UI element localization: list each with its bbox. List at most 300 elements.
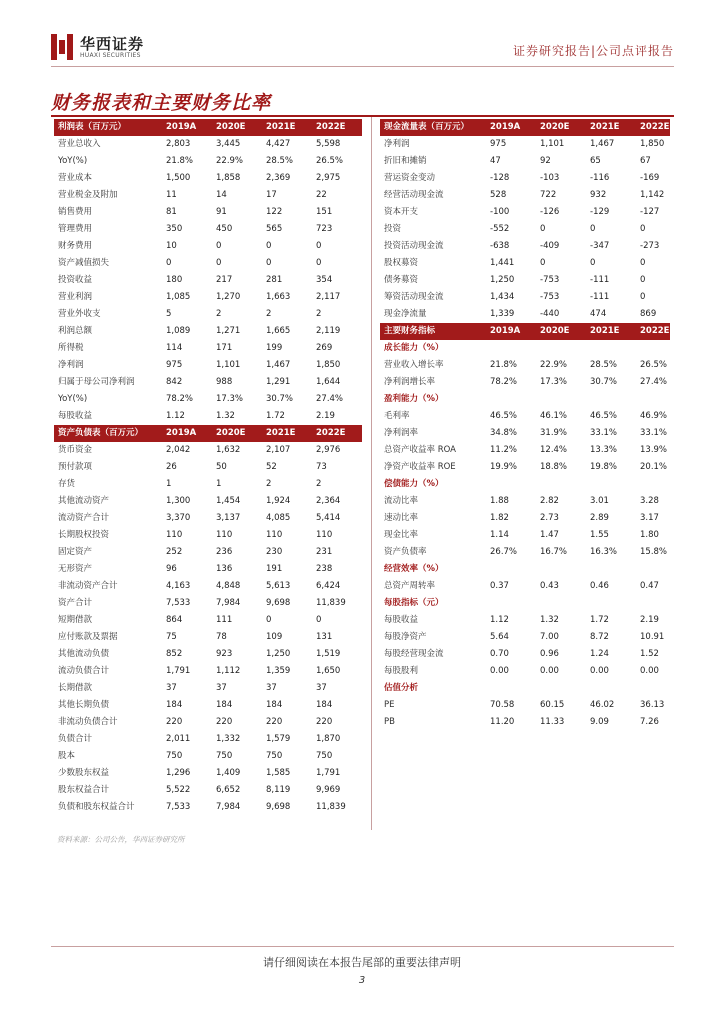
- cell-value: 2,364: [316, 496, 341, 506]
- cell-value: 3,370: [166, 513, 191, 523]
- row-label: 资产合计: [58, 598, 93, 608]
- cell-value: 11,839: [316, 802, 346, 812]
- income-row: [54, 357, 362, 374]
- cell-value: 16.7%: [540, 547, 568, 557]
- cell-value: 2: [316, 479, 322, 489]
- cell-value: 110: [216, 530, 233, 540]
- row-label: 资本开支: [384, 207, 419, 217]
- cell-value: 28.5%: [590, 360, 618, 370]
- cell-value: 1.55: [590, 530, 609, 540]
- cell-value: 722: [540, 190, 557, 200]
- huaxi-logo-icon: [51, 34, 73, 60]
- cell-value: 0: [540, 258, 546, 268]
- cell-value: 1,579: [266, 734, 291, 744]
- row-label: 筹资活动现金流: [384, 292, 444, 302]
- cell-value: 7,533: [166, 802, 191, 812]
- column-header: 2019A: [166, 428, 197, 438]
- cell-value: 0: [590, 258, 596, 268]
- cell-value: 975: [166, 360, 183, 370]
- cell-value: 0: [266, 241, 272, 251]
- row-label: 营业利润: [58, 292, 93, 302]
- cell-value: 7,984: [216, 598, 241, 608]
- cell-value: 0: [640, 275, 646, 285]
- cell-value: 988: [216, 377, 233, 387]
- column-divider: [371, 117, 372, 830]
- cell-value: 1,858: [216, 173, 241, 183]
- column-header: 2022E: [316, 122, 346, 132]
- ratio-row: [380, 578, 670, 595]
- cell-value: 2,803: [166, 139, 191, 149]
- cell-value: 528: [490, 190, 507, 200]
- cell-value: 3.01: [590, 496, 609, 506]
- cell-value: 7,984: [216, 802, 241, 812]
- ratio-row: [380, 629, 670, 646]
- column-header: 2022E: [640, 122, 670, 132]
- row-label: 货币资金: [58, 445, 93, 455]
- cell-value: -552: [490, 224, 510, 234]
- row-label: 现金比率: [384, 530, 419, 540]
- cell-value: 0.00: [590, 666, 609, 676]
- cell-value: 0: [266, 615, 272, 625]
- cashflow-row: [380, 255, 670, 272]
- row-label: 每股收益: [58, 411, 93, 421]
- cell-value: 2.89: [590, 513, 609, 523]
- cashflow-row: [380, 306, 670, 323]
- cell-value: -116: [590, 173, 610, 183]
- cell-value: 1,791: [166, 666, 191, 676]
- cell-value: 2,107: [266, 445, 291, 455]
- cell-value: 52: [266, 462, 277, 472]
- income-row: [54, 238, 362, 255]
- row-label: 负债合计: [58, 734, 93, 744]
- row-label: 短期借款: [58, 615, 93, 625]
- cell-value: 20.1%: [640, 462, 668, 472]
- cell-value: 0: [540, 224, 546, 234]
- cell-value: 4,848: [216, 581, 241, 591]
- row-label: PB: [384, 717, 395, 727]
- cell-value: 1,924: [266, 496, 291, 506]
- income-row: [54, 187, 362, 204]
- ratio-row: [380, 459, 670, 476]
- cell-value: 0.00: [490, 666, 509, 676]
- cell-value: 75: [166, 632, 177, 642]
- cell-value: 238: [316, 564, 333, 574]
- income-row: [54, 340, 362, 357]
- row-label: 速动比率: [384, 513, 419, 523]
- cell-value: 11,839: [316, 598, 346, 608]
- cell-value: 350: [166, 224, 183, 234]
- cell-value: 1,300: [166, 496, 191, 506]
- row-label: 每股经营现金流: [384, 649, 444, 659]
- cell-value: -129: [590, 207, 610, 217]
- row-label: 总资产周转率: [384, 581, 436, 591]
- cell-value: 91: [216, 207, 227, 217]
- row-label: 预付款项: [58, 462, 93, 472]
- cell-value: 46.9%: [640, 411, 668, 421]
- cell-value: 180: [166, 275, 183, 285]
- row-label: 净利润: [384, 139, 410, 149]
- row-label: 流动负债合计: [58, 666, 110, 676]
- row-label: 净资产收益率 ROE: [384, 462, 456, 472]
- cell-value: 136: [216, 564, 233, 574]
- cell-value: 0.43: [540, 581, 559, 591]
- row-label: 负债和股东权益合计: [58, 802, 135, 812]
- cell-value: 171: [216, 343, 233, 353]
- income-row: [54, 374, 362, 391]
- group-header: [380, 680, 670, 697]
- cell-value: 34.8%: [490, 428, 518, 438]
- cell-value: 1: [166, 479, 172, 489]
- cell-value: 0: [266, 258, 272, 268]
- cell-value: 2,011: [166, 734, 191, 744]
- balance-row: [54, 595, 362, 612]
- cell-value: 7.26: [640, 717, 659, 727]
- cell-value: 1,101: [540, 139, 565, 149]
- cell-value: 92: [540, 156, 551, 166]
- cell-value: 1,434: [490, 292, 515, 302]
- row-label: 净利润: [58, 360, 84, 370]
- cell-value: 73: [316, 462, 327, 472]
- ratio-row: [380, 663, 670, 680]
- cell-value: 750: [316, 751, 333, 761]
- cell-value: 18.8%: [540, 462, 568, 472]
- group-title: 盈利能力（%）: [384, 394, 444, 404]
- cell-value: 5,613: [266, 581, 291, 591]
- cell-value: 60.15: [540, 700, 565, 710]
- balance-row: [54, 476, 362, 493]
- cell-value: 81: [166, 207, 177, 217]
- cell-value: 932: [590, 190, 607, 200]
- cell-value: 230: [266, 547, 283, 557]
- row-label: 其他流动负债: [58, 649, 110, 659]
- brand-name-en: HUAXI SECURITIES: [80, 52, 141, 59]
- ratio-row: [380, 493, 670, 510]
- cell-value: 37: [316, 683, 327, 693]
- ratio-row: [380, 425, 670, 442]
- cell-value: 36.13: [640, 700, 665, 710]
- cell-value: 723: [316, 224, 333, 234]
- cell-value: 2.82: [540, 496, 559, 506]
- cell-value: 37: [216, 683, 227, 693]
- cell-value: 37: [266, 683, 277, 693]
- cell-value: -753: [540, 292, 560, 302]
- cell-value: 0: [316, 615, 322, 625]
- row-label: 流动资产合计: [58, 513, 110, 523]
- cashflow-row: [380, 153, 670, 170]
- group-header: [380, 561, 670, 578]
- cell-value: 1,454: [216, 496, 241, 506]
- cell-value: 110: [316, 530, 333, 540]
- cell-value: 0: [216, 241, 222, 251]
- cell-value: 5,598: [316, 139, 341, 149]
- cell-value: 0: [316, 241, 322, 251]
- cell-value: 1,467: [266, 360, 291, 370]
- row-label: 无形资产: [58, 564, 93, 574]
- cell-value: 2,975: [316, 173, 341, 183]
- row-label: 财务费用: [58, 241, 93, 251]
- group-header: [380, 391, 670, 408]
- cell-value: 114: [166, 343, 183, 353]
- cell-value: 191: [266, 564, 283, 574]
- cell-value: 5: [166, 309, 172, 319]
- income-row: [54, 323, 362, 340]
- cell-value: 1,650: [316, 666, 341, 676]
- cell-value: 184: [266, 700, 283, 710]
- cell-value: 0: [640, 292, 646, 302]
- row-label: 投资: [384, 224, 402, 234]
- cell-value: 11: [166, 190, 177, 200]
- ratio-row: [380, 357, 670, 374]
- cell-value: 46.02: [590, 700, 615, 710]
- brand-name-cn: 华西证券: [80, 35, 145, 53]
- row-label: 长期股权投资: [58, 530, 110, 540]
- cell-value: 31.9%: [540, 428, 568, 438]
- cell-value: 46.5%: [590, 411, 618, 421]
- row-label: 固定资产: [58, 547, 93, 557]
- ratio-row: [380, 527, 670, 544]
- cell-value: 220: [216, 717, 233, 727]
- group-header: [380, 595, 670, 612]
- column-header: 2019A: [490, 122, 521, 132]
- cell-value: -103: [540, 173, 560, 183]
- cell-value: 7,533: [166, 598, 191, 608]
- cell-value: 2: [216, 309, 222, 319]
- cell-value: 13.3%: [590, 445, 618, 455]
- table-title: 利润表（百万元）: [58, 122, 127, 132]
- row-label: 其他流动资产: [58, 496, 110, 506]
- cell-value: 1.72: [266, 411, 285, 421]
- group-title: 经营效率（%）: [384, 564, 444, 574]
- row-label: 销售费用: [58, 207, 93, 217]
- cell-value: -126: [540, 207, 560, 217]
- cell-value: 1,250: [266, 649, 291, 659]
- cell-value: 33.1%: [590, 428, 618, 438]
- cell-value: 3,445: [216, 139, 241, 149]
- cell-value: 27.4%: [316, 394, 344, 404]
- cashflow-row: [380, 187, 670, 204]
- cell-value: 110: [166, 530, 183, 540]
- ratios-header: [380, 323, 670, 340]
- cell-value: -440: [540, 309, 560, 319]
- row-label: 折旧和摊销: [384, 156, 427, 166]
- cell-value: 17: [266, 190, 277, 200]
- cell-value: 750: [216, 751, 233, 761]
- cell-value: 78.2%: [490, 377, 518, 387]
- cell-value: 3.28: [640, 496, 659, 506]
- cell-value: 1,850: [316, 360, 341, 370]
- ratio-row: [380, 408, 670, 425]
- cell-value: 1,870: [316, 734, 341, 744]
- cell-value: 1,112: [216, 666, 241, 676]
- cell-value: 0.96: [540, 649, 559, 659]
- cell-value: 1,142: [640, 190, 665, 200]
- cell-value: 10.91: [640, 632, 665, 642]
- cell-value: 1,500: [166, 173, 191, 183]
- balance-row: [54, 544, 362, 561]
- cell-value: 3.17: [640, 513, 659, 523]
- cell-value: 220: [166, 717, 183, 727]
- cell-value: 1,409: [216, 768, 241, 778]
- cell-value: 13.9%: [640, 445, 668, 455]
- cell-value: 0: [640, 224, 646, 234]
- row-label: 流动比率: [384, 496, 419, 506]
- cell-value: 975: [490, 139, 507, 149]
- column-header: 2019A: [166, 122, 197, 132]
- cell-value: -100: [490, 207, 510, 217]
- cell-value: 1,291: [266, 377, 291, 387]
- cell-value: 923: [216, 649, 233, 659]
- cell-value: 122: [266, 207, 283, 217]
- cell-value: 220: [266, 717, 283, 727]
- balance-row: [54, 578, 362, 595]
- column-header: 2020E: [540, 122, 570, 132]
- cell-value: 21.8%: [166, 156, 194, 166]
- group-title: 成长能力（%）: [384, 343, 444, 353]
- cell-value: 19.8%: [590, 462, 618, 472]
- cell-value: 2,119: [316, 326, 341, 336]
- row-label: 每股收益: [384, 615, 419, 625]
- cell-value: 852: [166, 649, 183, 659]
- cell-value: -127: [640, 207, 660, 217]
- ratio-row: [380, 544, 670, 561]
- income-row: [54, 306, 362, 323]
- cell-value: 30.7%: [590, 377, 618, 387]
- cell-value: -111: [590, 275, 610, 285]
- cell-value: 1,665: [266, 326, 291, 336]
- cashflow-row: [380, 204, 670, 221]
- balance-row: [54, 612, 362, 629]
- cell-value: 1.88: [490, 496, 509, 506]
- cell-value: -273: [640, 241, 660, 251]
- cell-value: 15.8%: [640, 547, 668, 557]
- cell-value: -347: [590, 241, 610, 251]
- row-label: 每股股利: [384, 666, 419, 676]
- row-label: 归属于母公司净利润: [58, 377, 135, 387]
- group-title: 每股指标（元）: [384, 598, 444, 608]
- cell-value: 4,085: [266, 513, 291, 523]
- cell-value: 5.64: [490, 632, 509, 642]
- cell-value: 450: [216, 224, 233, 234]
- cell-value: 2,117: [316, 292, 341, 302]
- ratio-row: [380, 714, 670, 731]
- row-label: 毛利率: [384, 411, 410, 421]
- cell-value: 1.47: [540, 530, 559, 540]
- cell-value: 67: [640, 156, 651, 166]
- cell-value: 2,042: [166, 445, 191, 455]
- row-label: 净利润率: [384, 428, 419, 438]
- income-row: [54, 153, 362, 170]
- cell-value: 46.5%: [490, 411, 518, 421]
- cell-value: 1,644: [316, 377, 341, 387]
- table-title: 资产负债表（百万元）: [58, 428, 144, 438]
- cell-value: 16.3%: [590, 547, 618, 557]
- cell-value: 0: [166, 258, 172, 268]
- group-header: [380, 476, 670, 493]
- cell-value: 750: [266, 751, 283, 761]
- cell-value: 9,969: [316, 785, 341, 795]
- section-title: 财务报表和主要财务比率: [51, 92, 272, 114]
- column-header: 2021E: [590, 122, 620, 132]
- row-label: 所得税: [58, 343, 84, 353]
- ratio-row: [380, 510, 670, 527]
- cell-value: 2: [266, 479, 272, 489]
- table-title: 主要财务指标: [384, 326, 436, 336]
- group-title: 估值分析: [384, 683, 419, 693]
- balance-row: [54, 527, 362, 544]
- cell-value: 281: [266, 275, 283, 285]
- cell-value: 1,632: [216, 445, 241, 455]
- cell-value: -111: [590, 292, 610, 302]
- cell-value: 50: [216, 462, 227, 472]
- cell-value: 750: [166, 751, 183, 761]
- balance-row: [54, 663, 362, 680]
- row-label: 股权募资: [384, 258, 419, 268]
- cell-value: -169: [640, 173, 660, 183]
- legal-disclaimer: 请仔细阅读在本报告尾部的重要法律声明: [263, 956, 461, 969]
- cell-value: 0.37: [490, 581, 509, 591]
- cell-value: 0.00: [540, 666, 559, 676]
- cell-value: 78: [216, 632, 227, 642]
- cell-value: 252: [166, 547, 183, 557]
- footer-divider: [51, 946, 674, 947]
- cell-value: 1,791: [316, 768, 341, 778]
- ratio-row: [380, 646, 670, 663]
- cell-value: 9,698: [266, 598, 291, 608]
- balance-row: [54, 646, 362, 663]
- cell-value: 1,332: [216, 734, 241, 744]
- income-row: [54, 408, 362, 425]
- income-row: [54, 391, 362, 408]
- report-type: 证券研究报告|公司点评报告: [512, 44, 674, 58]
- cell-value: 199: [266, 343, 283, 353]
- cell-value: 1,250: [490, 275, 515, 285]
- cell-value: 47: [490, 156, 501, 166]
- column-header: 2022E: [640, 326, 670, 336]
- income-row: [54, 272, 362, 289]
- cell-value: 1,663: [266, 292, 291, 302]
- row-label: 投资收益: [58, 275, 93, 285]
- cell-value: 21.8%: [490, 360, 518, 370]
- cell-value: 1,339: [490, 309, 515, 319]
- cell-value: 1.32: [216, 411, 235, 421]
- cell-value: 4,427: [266, 139, 291, 149]
- column-header: 2020E: [540, 326, 570, 336]
- balance-row: [54, 799, 362, 816]
- cell-value: 217: [216, 275, 233, 285]
- balance-row: [54, 765, 362, 782]
- income-row: [54, 255, 362, 272]
- cell-value: 0.46: [590, 581, 609, 591]
- balance-row: [54, 459, 362, 476]
- cashflow-row: [380, 238, 670, 255]
- balance-row: [54, 782, 362, 799]
- cell-value: 231: [316, 547, 333, 557]
- row-label: 营运资金变动: [384, 173, 436, 183]
- cell-value: 22.9%: [540, 360, 568, 370]
- row-label: 存货: [58, 479, 76, 489]
- column-header: 2021E: [590, 326, 620, 336]
- cell-value: 1.12: [490, 615, 509, 625]
- row-label: 管理费用: [58, 224, 93, 234]
- cell-value: 10: [166, 241, 177, 251]
- cell-value: 151: [316, 207, 333, 217]
- cell-value: 1.32: [540, 615, 559, 625]
- cell-value: 842: [166, 377, 183, 387]
- row-label: 营业总收入: [58, 139, 101, 149]
- cashflow-row: [380, 221, 670, 238]
- income-row: [54, 221, 362, 238]
- cell-value: 236: [216, 547, 233, 557]
